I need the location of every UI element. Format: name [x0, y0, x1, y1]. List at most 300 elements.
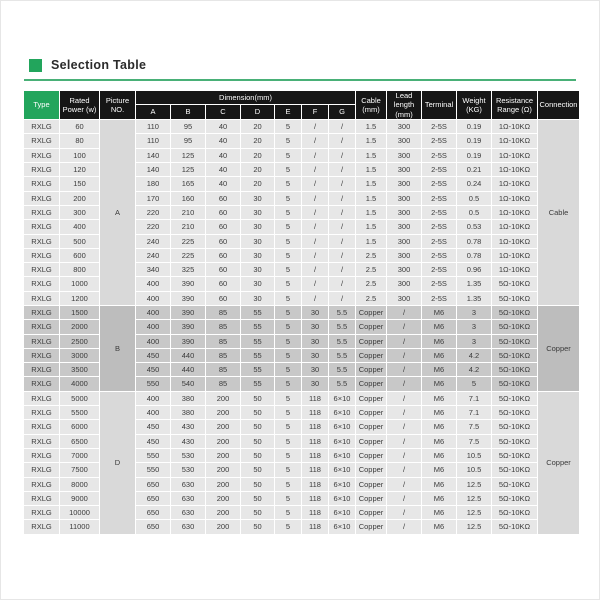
- cell-dim-c: 85: [206, 363, 241, 377]
- col-header-dimension-group: Dimension(mm): [136, 91, 356, 105]
- cell-type: RXLG: [24, 220, 60, 234]
- cell-weight: 4.2: [457, 348, 492, 362]
- cell-weight: 3: [457, 320, 492, 334]
- cell-dim-c: 60: [206, 191, 241, 205]
- cell-dim-b: 325: [171, 263, 206, 277]
- cell-terminal: 2-5S: [422, 177, 457, 191]
- cell-lead-length: /: [387, 520, 422, 534]
- cell-dim-f: 30: [302, 377, 329, 391]
- cell-dim-d: 55: [241, 377, 275, 391]
- cell-dim-f: 118: [302, 520, 329, 534]
- cell-type: RXLG: [24, 305, 60, 319]
- cell-dim-g: 5.5: [329, 348, 356, 362]
- cell-dim-c: 60: [206, 291, 241, 305]
- cell-weight: 0.78: [457, 234, 492, 248]
- cell-cable: 1.5: [356, 234, 387, 248]
- cell-dim-g: /: [329, 120, 356, 134]
- cell-lead-length: /: [387, 363, 422, 377]
- cell-resistance-range: 5Ω-10KΩ: [492, 434, 538, 448]
- col-header-rated-power: Rated Power (w): [60, 91, 100, 120]
- cell-dim-e: 5: [275, 434, 302, 448]
- cell-dim-g: /: [329, 263, 356, 277]
- cell-dim-a: 240: [136, 248, 171, 262]
- cell-cable: 2.5: [356, 291, 387, 305]
- cell-resistance-range: 5Ω-10KΩ: [492, 491, 538, 505]
- page-title: Selection Table: [51, 58, 147, 72]
- table-body: [24, 120, 580, 535]
- cell-dim-a: 450: [136, 363, 171, 377]
- cell-dim-b: 390: [171, 291, 206, 305]
- cell-dim-d: 50: [241, 391, 275, 405]
- cell-rated-power: 1200: [60, 291, 100, 305]
- cell-dim-b: 630: [171, 477, 206, 491]
- cell-dim-b: 440: [171, 348, 206, 362]
- cell-weight: 7.1: [457, 391, 492, 405]
- cell-weight: 10.5: [457, 463, 492, 477]
- cell-dim-f: 118: [302, 391, 329, 405]
- cell-resistance-range: 5Ω-10KΩ: [492, 520, 538, 534]
- cell-dim-a: 240: [136, 234, 171, 248]
- cell-dim-a: 400: [136, 305, 171, 319]
- cell-cable: Copper: [356, 520, 387, 534]
- cell-dim-g: 6×10: [329, 520, 356, 534]
- cell-dim-e: 5: [275, 134, 302, 148]
- cell-type: RXLG: [24, 363, 60, 377]
- cell-terminal: 2-5S: [422, 148, 457, 162]
- cell-dim-e: 5: [275, 191, 302, 205]
- cell-dim-a: 450: [136, 348, 171, 362]
- selection-table: [23, 90, 580, 535]
- cell-dim-f: /: [302, 205, 329, 219]
- cell-cable: Copper: [356, 477, 387, 491]
- col-header-terminal: Terminal: [422, 91, 457, 120]
- cell-rated-power: 5000: [60, 391, 100, 405]
- cell-type: RXLG: [24, 334, 60, 348]
- cell-cable: 1.5: [356, 220, 387, 234]
- cell-dim-f: 30: [302, 348, 329, 362]
- cell-dim-d: 55: [241, 348, 275, 362]
- cell-resistance-range: 1Ω-10KΩ: [492, 234, 538, 248]
- cell-dim-c: 60: [206, 234, 241, 248]
- cell-lead-length: 300: [387, 120, 422, 134]
- cell-dim-g: /: [329, 220, 356, 234]
- cell-lead-length: /: [387, 420, 422, 434]
- cell-dim-g: /: [329, 163, 356, 177]
- cell-type: RXLG: [24, 291, 60, 305]
- cell-resistance-range: 1Ω-10KΩ: [492, 263, 538, 277]
- cell-terminal: M6: [422, 320, 457, 334]
- section-title-row: [29, 58, 575, 72]
- cell-weight: 0.78: [457, 248, 492, 262]
- cell-rated-power: 6500: [60, 434, 100, 448]
- cell-lead-length: 300: [387, 205, 422, 219]
- cell-type: RXLG: [24, 520, 60, 534]
- cell-dim-b: 430: [171, 420, 206, 434]
- cell-dim-c: 200: [206, 448, 241, 462]
- cell-dim-f: 118: [302, 463, 329, 477]
- cell-dim-d: 50: [241, 506, 275, 520]
- cell-picture-no: D: [100, 391, 136, 534]
- cell-lead-length: 300: [387, 191, 422, 205]
- cell-weight: 0.5: [457, 205, 492, 219]
- cell-dim-g: 6×10: [329, 406, 356, 420]
- cell-cable: Copper: [356, 320, 387, 334]
- cell-terminal: 2-5S: [422, 248, 457, 262]
- cell-dim-b: 380: [171, 406, 206, 420]
- cell-dim-a: 450: [136, 434, 171, 448]
- cell-dim-d: 55: [241, 363, 275, 377]
- col-header-type: Type: [24, 91, 60, 120]
- cell-type: RXLG: [24, 348, 60, 362]
- cell-dim-e: 5: [275, 363, 302, 377]
- col-header-cable: Cable (mm): [356, 91, 387, 120]
- cell-dim-a: 650: [136, 520, 171, 534]
- cell-dim-g: 6×10: [329, 463, 356, 477]
- cell-cable: 2.5: [356, 277, 387, 291]
- cell-dim-f: 30: [302, 305, 329, 319]
- cell-dim-e: 5: [275, 220, 302, 234]
- cell-dim-d: 55: [241, 320, 275, 334]
- cell-dim-d: 50: [241, 520, 275, 534]
- cell-rated-power: 2000: [60, 320, 100, 334]
- cell-dim-e: 5: [275, 506, 302, 520]
- cell-terminal: M6: [422, 391, 457, 405]
- cell-dim-b: 390: [171, 305, 206, 319]
- cell-dim-d: 30: [241, 263, 275, 277]
- cell-dim-c: 40: [206, 163, 241, 177]
- cell-dim-f: /: [302, 163, 329, 177]
- cell-terminal: M6: [422, 420, 457, 434]
- cell-lead-length: 300: [387, 148, 422, 162]
- cell-dim-g: /: [329, 134, 356, 148]
- cell-terminal: 2-5S: [422, 120, 457, 134]
- cell-resistance-range: 1Ω-10KΩ: [492, 163, 538, 177]
- cell-lead-length: /: [387, 377, 422, 391]
- cell-dim-f: /: [302, 120, 329, 134]
- cell-lead-length: /: [387, 463, 422, 477]
- cell-rated-power: 5500: [60, 406, 100, 420]
- cell-weight: 12.5: [457, 491, 492, 505]
- cell-type: RXLG: [24, 277, 60, 291]
- cell-weight: 5: [457, 377, 492, 391]
- cell-resistance-range: 1Ω-10KΩ: [492, 205, 538, 219]
- cell-dim-g: /: [329, 191, 356, 205]
- cell-dim-b: 530: [171, 463, 206, 477]
- cell-dim-d: 30: [241, 220, 275, 234]
- cell-dim-a: 140: [136, 163, 171, 177]
- cell-terminal: 2-5S: [422, 163, 457, 177]
- cell-dim-g: /: [329, 291, 356, 305]
- cell-resistance-range: 5Ω-10KΩ: [492, 305, 538, 319]
- cell-lead-length: /: [387, 477, 422, 491]
- cell-dim-e: 5: [275, 320, 302, 334]
- cell-dim-e: 5: [275, 305, 302, 319]
- cell-weight: 0.53: [457, 220, 492, 234]
- cell-dim-g: 6×10: [329, 477, 356, 491]
- cell-dim-a: 400: [136, 291, 171, 305]
- cell-lead-length: 300: [387, 177, 422, 191]
- cell-type: RXLG: [24, 406, 60, 420]
- cell-rated-power: 3500: [60, 363, 100, 377]
- col-header-dim-b: B: [171, 105, 206, 120]
- cell-lead-length: 300: [387, 291, 422, 305]
- cell-lead-length: /: [387, 448, 422, 462]
- cell-dim-g: 6×10: [329, 391, 356, 405]
- cell-dim-e: 5: [275, 205, 302, 219]
- cell-dim-f: 30: [302, 320, 329, 334]
- cell-dim-a: 110: [136, 120, 171, 134]
- cell-dim-a: 400: [136, 391, 171, 405]
- cell-dim-e: 5: [275, 420, 302, 434]
- cell-lead-length: 300: [387, 277, 422, 291]
- cell-rated-power: 400: [60, 220, 100, 234]
- cell-terminal: M6: [422, 491, 457, 505]
- cell-dim-e: 5: [275, 448, 302, 462]
- cell-picture-no: A: [100, 120, 136, 306]
- cell-terminal: M6: [422, 520, 457, 534]
- col-header-dim-a: A: [136, 105, 171, 120]
- cell-connection: Copper: [538, 305, 580, 391]
- cell-weight: 0.5: [457, 191, 492, 205]
- col-header-dim-d: D: [241, 105, 275, 120]
- cell-cable: Copper: [356, 305, 387, 319]
- cell-rated-power: 7500: [60, 463, 100, 477]
- cell-terminal: M6: [422, 434, 457, 448]
- cell-type: RXLG: [24, 263, 60, 277]
- cell-weight: 0.24: [457, 177, 492, 191]
- cell-weight: 7.1: [457, 406, 492, 420]
- cell-resistance-range: 1Ω-10KΩ: [492, 191, 538, 205]
- cell-resistance-range: 5Ω-10KΩ: [492, 477, 538, 491]
- cell-rated-power: 2500: [60, 334, 100, 348]
- cell-dim-b: 210: [171, 205, 206, 219]
- cell-dim-c: 200: [206, 506, 241, 520]
- cell-dim-d: 20: [241, 177, 275, 191]
- cell-dim-f: /: [302, 277, 329, 291]
- cell-resistance-range: 1Ω-10KΩ: [492, 177, 538, 191]
- cell-dim-c: 200: [206, 420, 241, 434]
- cell-dim-b: 380: [171, 391, 206, 405]
- cell-type: RXLG: [24, 177, 60, 191]
- cell-lead-length: /: [387, 305, 422, 319]
- cell-dim-a: 400: [136, 320, 171, 334]
- table-header: [24, 91, 580, 120]
- cell-resistance-range: 5Ω-10KΩ: [492, 334, 538, 348]
- cell-dim-g: 6×10: [329, 506, 356, 520]
- cell-dim-d: 55: [241, 305, 275, 319]
- cell-dim-c: 85: [206, 348, 241, 362]
- cell-dim-b: 530: [171, 448, 206, 462]
- cell-dim-f: 30: [302, 363, 329, 377]
- cell-rated-power: 1000: [60, 277, 100, 291]
- cell-dim-d: 50: [241, 463, 275, 477]
- cell-dim-e: 5: [275, 291, 302, 305]
- cell-lead-length: /: [387, 391, 422, 405]
- cell-dim-g: 5.5: [329, 363, 356, 377]
- cell-weight: 0.19: [457, 134, 492, 148]
- cell-type: RXLG: [24, 234, 60, 248]
- cell-dim-a: 400: [136, 406, 171, 420]
- cell-cable: 1.5: [356, 177, 387, 191]
- cell-dim-b: 95: [171, 120, 206, 134]
- cell-dim-a: 220: [136, 220, 171, 234]
- cell-dim-f: /: [302, 148, 329, 162]
- cell-rated-power: 300: [60, 205, 100, 219]
- cell-weight: 0.19: [457, 120, 492, 134]
- cell-type: RXLG: [24, 205, 60, 219]
- cell-dim-g: 6×10: [329, 420, 356, 434]
- cell-dim-d: 20: [241, 134, 275, 148]
- cell-terminal: M6: [422, 348, 457, 362]
- cell-resistance-range: 5Ω-10KΩ: [492, 420, 538, 434]
- col-header-dim-c: C: [206, 105, 241, 120]
- cell-resistance-range: 1Ω-10KΩ: [492, 148, 538, 162]
- cell-resistance-range: 5Ω-10KΩ: [492, 391, 538, 405]
- cell-terminal: 2-5S: [422, 220, 457, 234]
- cell-lead-length: 300: [387, 248, 422, 262]
- cell-dim-d: 20: [241, 163, 275, 177]
- cell-dim-e: 5: [275, 234, 302, 248]
- cell-dim-f: 118: [302, 477, 329, 491]
- cell-dim-a: 170: [136, 191, 171, 205]
- col-header-connection: Connection: [538, 91, 580, 120]
- cell-dim-b: 210: [171, 220, 206, 234]
- cell-terminal: 2-5S: [422, 234, 457, 248]
- cell-rated-power: 8000: [60, 477, 100, 491]
- cell-dim-c: 85: [206, 334, 241, 348]
- title-divider: [24, 79, 576, 81]
- cell-dim-c: 40: [206, 177, 241, 191]
- cell-weight: 0.96: [457, 263, 492, 277]
- cell-type: RXLG: [24, 448, 60, 462]
- cell-lead-length: /: [387, 320, 422, 334]
- cell-rated-power: 11000: [60, 520, 100, 534]
- cell-resistance-range: 5Ω-10KΩ: [492, 506, 538, 520]
- cell-dim-e: 5: [275, 248, 302, 262]
- cell-terminal: 2-5S: [422, 291, 457, 305]
- cell-dim-a: 550: [136, 448, 171, 462]
- cell-type: RXLG: [24, 477, 60, 491]
- cell-dim-b: 390: [171, 334, 206, 348]
- cell-dim-f: /: [302, 191, 329, 205]
- cell-dim-f: 118: [302, 506, 329, 520]
- cell-rated-power: 6000: [60, 420, 100, 434]
- cell-dim-d: 50: [241, 448, 275, 462]
- cell-dim-e: 5: [275, 163, 302, 177]
- cell-cable: Copper: [356, 377, 387, 391]
- cell-dim-a: 550: [136, 377, 171, 391]
- cell-cable: Copper: [356, 334, 387, 348]
- cell-dim-f: /: [302, 220, 329, 234]
- cell-dim-f: 118: [302, 406, 329, 420]
- cell-dim-a: 450: [136, 420, 171, 434]
- cell-lead-length: /: [387, 506, 422, 520]
- cell-cable: Copper: [356, 420, 387, 434]
- cell-dim-e: 5: [275, 477, 302, 491]
- cell-dim-d: 50: [241, 477, 275, 491]
- col-header-resistance-range: Resistance Range (Ω): [492, 91, 538, 120]
- cell-cable: Copper: [356, 391, 387, 405]
- cell-dim-e: 5: [275, 391, 302, 405]
- cell-cable: Copper: [356, 363, 387, 377]
- cell-weight: 10.5: [457, 448, 492, 462]
- cell-dim-c: 200: [206, 491, 241, 505]
- cell-dim-g: 5.5: [329, 320, 356, 334]
- cell-lead-length: /: [387, 406, 422, 420]
- cell-weight: 12.5: [457, 520, 492, 534]
- cell-type: RXLG: [24, 148, 60, 162]
- cell-dim-c: 85: [206, 377, 241, 391]
- cell-dim-c: 40: [206, 148, 241, 162]
- cell-dim-d: 30: [241, 191, 275, 205]
- cell-dim-d: 50: [241, 420, 275, 434]
- cell-weight: 3: [457, 305, 492, 319]
- cell-dim-c: 85: [206, 320, 241, 334]
- green-square-marker-icon: [29, 59, 42, 72]
- cell-cable: Copper: [356, 434, 387, 448]
- cell-dim-f: /: [302, 291, 329, 305]
- cell-terminal: M6: [422, 506, 457, 520]
- col-header-picture-no: Picture NO.: [100, 91, 136, 120]
- col-header-dim-e: E: [275, 105, 302, 120]
- cell-dim-b: 225: [171, 248, 206, 262]
- cell-weight: 12.5: [457, 477, 492, 491]
- cell-dim-b: 440: [171, 363, 206, 377]
- cell-rated-power: 600: [60, 248, 100, 262]
- cell-dim-a: 400: [136, 334, 171, 348]
- cell-resistance-range: 5Ω-10KΩ: [492, 406, 538, 420]
- cell-dim-a: 550: [136, 463, 171, 477]
- cell-terminal: M6: [422, 448, 457, 462]
- cell-dim-a: 220: [136, 205, 171, 219]
- cell-dim-f: 118: [302, 420, 329, 434]
- cell-dim-e: 5: [275, 520, 302, 534]
- cell-dim-b: 125: [171, 163, 206, 177]
- cell-dim-d: 30: [241, 205, 275, 219]
- cell-lead-length: /: [387, 334, 422, 348]
- cell-dim-g: 6×10: [329, 491, 356, 505]
- cell-dim-g: 5.5: [329, 377, 356, 391]
- col-header-lead-length: Lead length (mm): [387, 91, 422, 120]
- cell-resistance-range: 5Ω-10KΩ: [492, 348, 538, 362]
- cell-terminal: 2-5S: [422, 191, 457, 205]
- cell-dim-g: 5.5: [329, 334, 356, 348]
- cell-dim-b: 630: [171, 491, 206, 505]
- cell-dim-c: 200: [206, 520, 241, 534]
- cell-cable: 1.5: [356, 191, 387, 205]
- cell-type: RXLG: [24, 506, 60, 520]
- cell-terminal: M6: [422, 406, 457, 420]
- cell-dim-c: 60: [206, 263, 241, 277]
- cell-dim-c: 60: [206, 205, 241, 219]
- cell-cable: 2.5: [356, 263, 387, 277]
- cell-dim-f: 118: [302, 491, 329, 505]
- cell-lead-length: 300: [387, 134, 422, 148]
- cell-dim-b: 630: [171, 520, 206, 534]
- cell-cable: 1.5: [356, 120, 387, 134]
- cell-type: RXLG: [24, 391, 60, 405]
- cell-rated-power: 800: [60, 263, 100, 277]
- cell-dim-e: 5: [275, 148, 302, 162]
- cell-dim-g: /: [329, 177, 356, 191]
- cell-dim-b: 390: [171, 320, 206, 334]
- cell-dim-c: 200: [206, 434, 241, 448]
- cell-dim-b: 630: [171, 506, 206, 520]
- cell-dim-a: 180: [136, 177, 171, 191]
- cell-lead-length: 300: [387, 163, 422, 177]
- col-header-dim-f: F: [302, 105, 329, 120]
- cell-terminal: 2-5S: [422, 205, 457, 219]
